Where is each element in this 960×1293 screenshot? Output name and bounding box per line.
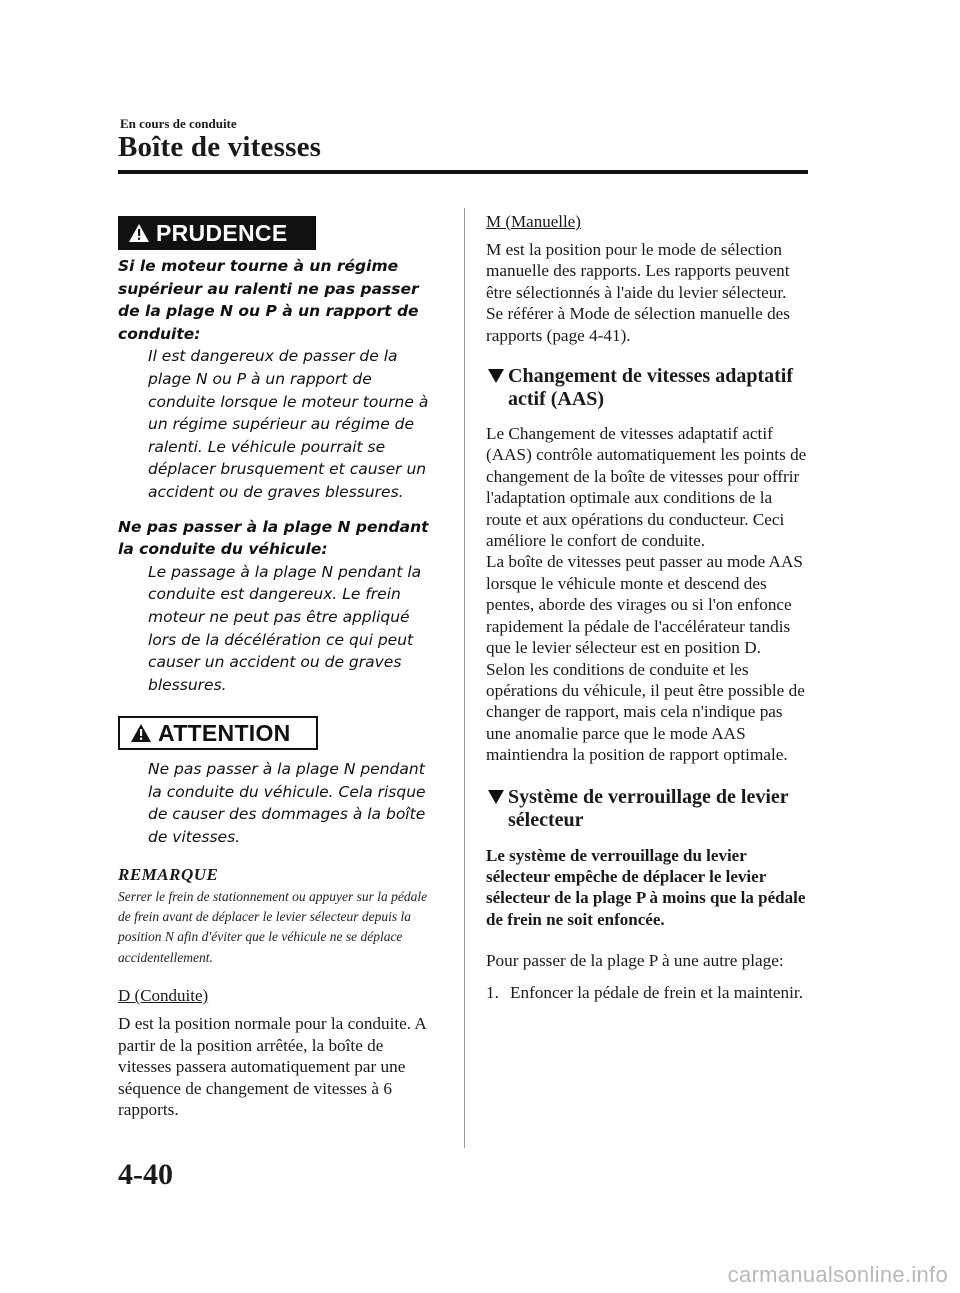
aas-heading: Changement de vitesses adaptatif actif (AAS) [486,365,808,411]
m-heading: M (Manuelle) [486,212,581,231]
attention-badge [118,716,318,750]
m-reference: Se référer à Mode de sélection manuelle des rapports (page 4-41). [486,304,790,345]
warning-icon [128,223,150,243]
aas-paragraph-1: Le Changement de vitesses adaptatif actif (AAS) contrôle automatiquement les points de changement de la boîte de vitesses pour offrir l'adaptation optimale aux conditions de la route et aux opérations du conducteur. Ceci améliore le confort de conduite. [486,424,807,551]
caution-text-1: Il est dangereux de passer de la plage N ou P à un rapport de conduite lorsque le moteur tourne à un régime supérieur au régime de ralenti. Le véhicule pourrait se déplacer brusquement et causer un accident ou de graves blessures. [148,347,429,501]
lock-text: Pour passer de la plage P à une autre plage: [486,951,784,971]
list-number: 1. [486,982,499,1002]
prudence-label: PRUDENCE [156,219,288,246]
list-text: Enfoncer la pédale de frein et la maintenir. [510,982,804,1002]
prudence-badge [118,216,316,250]
m-text: M est la position pour le mode de sélection manuelle des rapports. Les rapports peuvent être sélectionnés à l'aide du levier sélecteur. [486,240,790,302]
caution-heading-1: Si le moteur tourne à un régime supérieur au ralenti ne pas passer de la plage N ou P à un rapport de conduite: [118,257,419,343]
page-number: 4-40 [118,1158,173,1191]
d-heading: D (Conduite) [118,986,209,1006]
watermark: carmanualsonline.info [727,1262,948,1287]
lock-bold-text: Le système de verrouillage du levier sélecteur empêche de déplacer le levier sélecteur de la plage P à moins que la pédale de frein ne soit enfoncée. [486,845,806,929]
warning-icon [130,723,152,743]
note-text: Serrer le frein de stationnement ou appuyer sur la pédale de frein avant de déplacer le levier sélecteur depuis la position N afin d'éviter que le véhicule ne se déplace accidentellement. [118,888,428,965]
section-arrow-icon [488,369,504,383]
d-text: D est la position normale pour la conduite. A partir de la position arrêtée, la boîte de vitesses passera automatiquement par une séquence de changement de vitesses à 6 rapports. [118,1014,426,1119]
note-title: REMARQUE [118,864,219,884]
attention-label: ATTENTION [158,719,291,746]
caution-heading-2: Ne pas passer à la plage N pendant la conduite du véhicule: [118,517,429,559]
attention-text: Ne pas passer à la plage N pendant la conduite du véhicule. Cela risque de causer des dommages à la boîte de vitesses. [148,760,426,847]
lock-heading: Système de verrouillage de levier sélecteur [486,786,808,832]
section-label: En cours de conduite [120,116,237,131]
aas-paragraph-3: Selon les conditions de conduite et les opérations du véhicule, il peut être possible de changer de rapport, mais cela n'indique pas une anomalie parce que le mode AAS maintiendra la position de rapport optimale. [486,659,805,765]
caution-text-2: Le passage à la plage N pendant la conduite est dangereux. Le frein moteur ne peut pas être appliqué lors de la décélération ce qui peut causer un accident ou de graves blessures. [148,562,422,694]
section-arrow-icon [488,790,504,804]
aas-paragraph-2: La boîte de vitesses peut passer au mode AAS lorsque le véhicule monte et descend des pentes, aborde des virages ou si l'on enfonce rapidement la pédale de l'accélérateur tandis que le levier sélecteur est en position D. [486,552,803,658]
left-column [118,212,440,1120]
list-item [486,982,808,1003]
caution-block [118,255,440,696]
title-rule [118,170,808,174]
page-title: Boîte de vitesses [118,131,322,163]
column-divider [464,208,465,1148]
right-column [486,212,808,1003]
